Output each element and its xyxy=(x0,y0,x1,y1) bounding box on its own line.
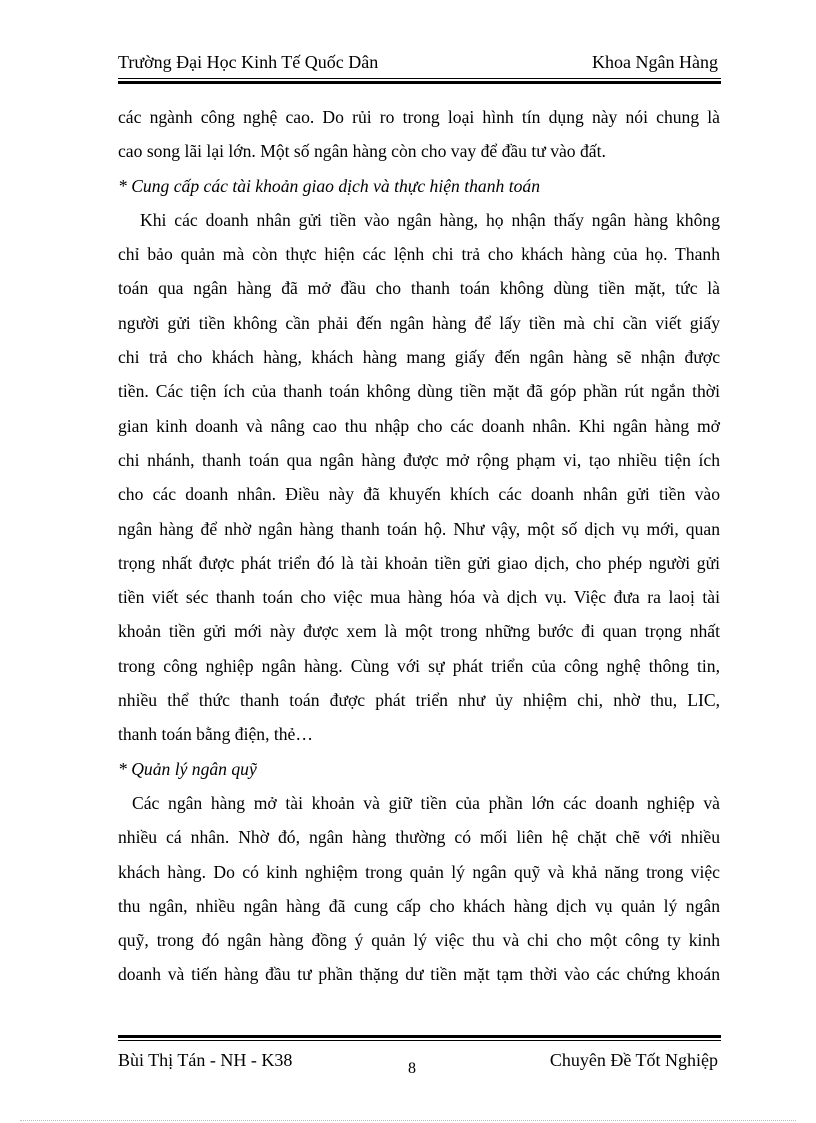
header-rule-thin xyxy=(118,78,721,79)
text-line: ngân hàng để nhờ ngân hàng thanh toán hộ. Như vậy, một số dịch vụ mới, quan xyxy=(118,518,720,539)
document-body xyxy=(118,100,720,992)
text-line: chỉ bảo quản mà còn thực hiện các lệnh chi trả cho khách hàng của họ. Thanh xyxy=(118,244,720,265)
page-boundary-dotted xyxy=(20,1120,796,1121)
header-rule-thick xyxy=(118,81,721,84)
text-line: doanh và tiến hàng đầu tư phần thặng dư tiền mặt tạm thời vào các chứng khoán xyxy=(118,964,720,985)
text-line: toán qua ngân hàng đã mở đầu cho thanh toán không dùng tiền mặt, tức là xyxy=(118,278,720,299)
section-heading-cash-management: * Quản lý ngân quỹ xyxy=(118,758,257,779)
footer-title: Chuyên Đề Tốt Nghiệp xyxy=(549,1050,718,1070)
text-line: cao song lãi lại lớn. Một số ngân hàng còn cho vay để đầu tư vào đất. xyxy=(118,141,606,162)
text-line: thanh toán bằng điện, thẻ… xyxy=(118,724,313,745)
text-line: nhiều cá nhân. Nhờ đó, ngân hàng thường có mối liên hệ chặt chẽ với nhiều xyxy=(118,827,720,848)
page-number: 8 xyxy=(408,1060,416,1077)
text-line: tiền. Các tiện ích của thanh toán không dùng tiền mặt đã góp phần rút ngắn thời xyxy=(118,381,720,402)
text-line: các ngành công nghệ cao. Do rủi ro trong loại hình tín dụng này nói chung là xyxy=(118,107,720,127)
footer-author: Bùi Thị Tán - NH - K38 xyxy=(118,1050,293,1070)
text-line: nhiều thể thức thanh toán được phát triển như ủy nhiệm chi, nhờ thu, LIC, xyxy=(118,690,720,711)
section-heading-payment-accounts: * Cung cấp các tài khoản giao dịch và thực hiện thanh toán xyxy=(118,175,541,196)
text-line: thu ngân, nhiều ngân hàng đã cung cấp cho khách hàng dịch vụ quản lý ngân xyxy=(118,895,720,916)
header-university: Trường Đại Học Kinh Tế Quốc Dân xyxy=(118,52,379,72)
text-line: trong công nghiệp ngân hàng. Cùng với sự phát triển của công nghệ thông tin, xyxy=(118,655,720,676)
text-line: cho các doanh nhân. Điều này đã khuyến khích các doanh nhân gửi tiền vào xyxy=(118,484,720,505)
text-line: người gửi tiền không cần phải đến ngân hàng để lấy tiền mà chỉ cần viết giấy xyxy=(118,312,720,333)
text-line: khách hàng. Do có kinh nghiệm trong quản lý ngân quỹ và khả năng trong việc xyxy=(118,861,720,882)
text-line: gian kinh doanh và nâng cao thu nhập cho các doanh nhân. Khi ngân hàng mở xyxy=(118,415,720,436)
text-line: chi trả cho khách hàng, khách hàng mang giấy đến ngân hàng sẽ nhận được xyxy=(118,347,720,368)
text-line: khoản tiền gửi mới này được xem là một trong những bước đi quan trọng nhất xyxy=(118,621,720,642)
page-header xyxy=(118,52,718,78)
text-line: Các ngân hàng mở tài khoản và giữ tiền của phần lớn các doanh nghiệp và xyxy=(132,792,720,813)
text-line: tiền viết séc thanh toán cho việc mua hàng hóa và dịch vụ. Việc đưa ra laoị tài xyxy=(118,587,720,608)
text-line: Khi các doanh nhân gửi tiền vào ngân hàng, họ nhận thấy ngân hàng không xyxy=(140,209,720,230)
footer-rule-thick xyxy=(118,1035,721,1038)
text-line: quỹ, trong đó ngân hàng đồng ý quản lý việc thu và chi cho một công ty kinh xyxy=(118,930,720,951)
footer-rule-thin xyxy=(118,1040,721,1041)
header-faculty: Khoa Ngân Hàng xyxy=(592,52,718,72)
text-line: trọng nhất được phát triển đó là tài khoản tiền gửi giao dịch, cho phép người gửi xyxy=(118,552,720,573)
text-line: chi nhánh, thanh toán qua ngân hàng được mở rộng phạm vi, tạo nhiều tiện ích xyxy=(118,449,720,470)
